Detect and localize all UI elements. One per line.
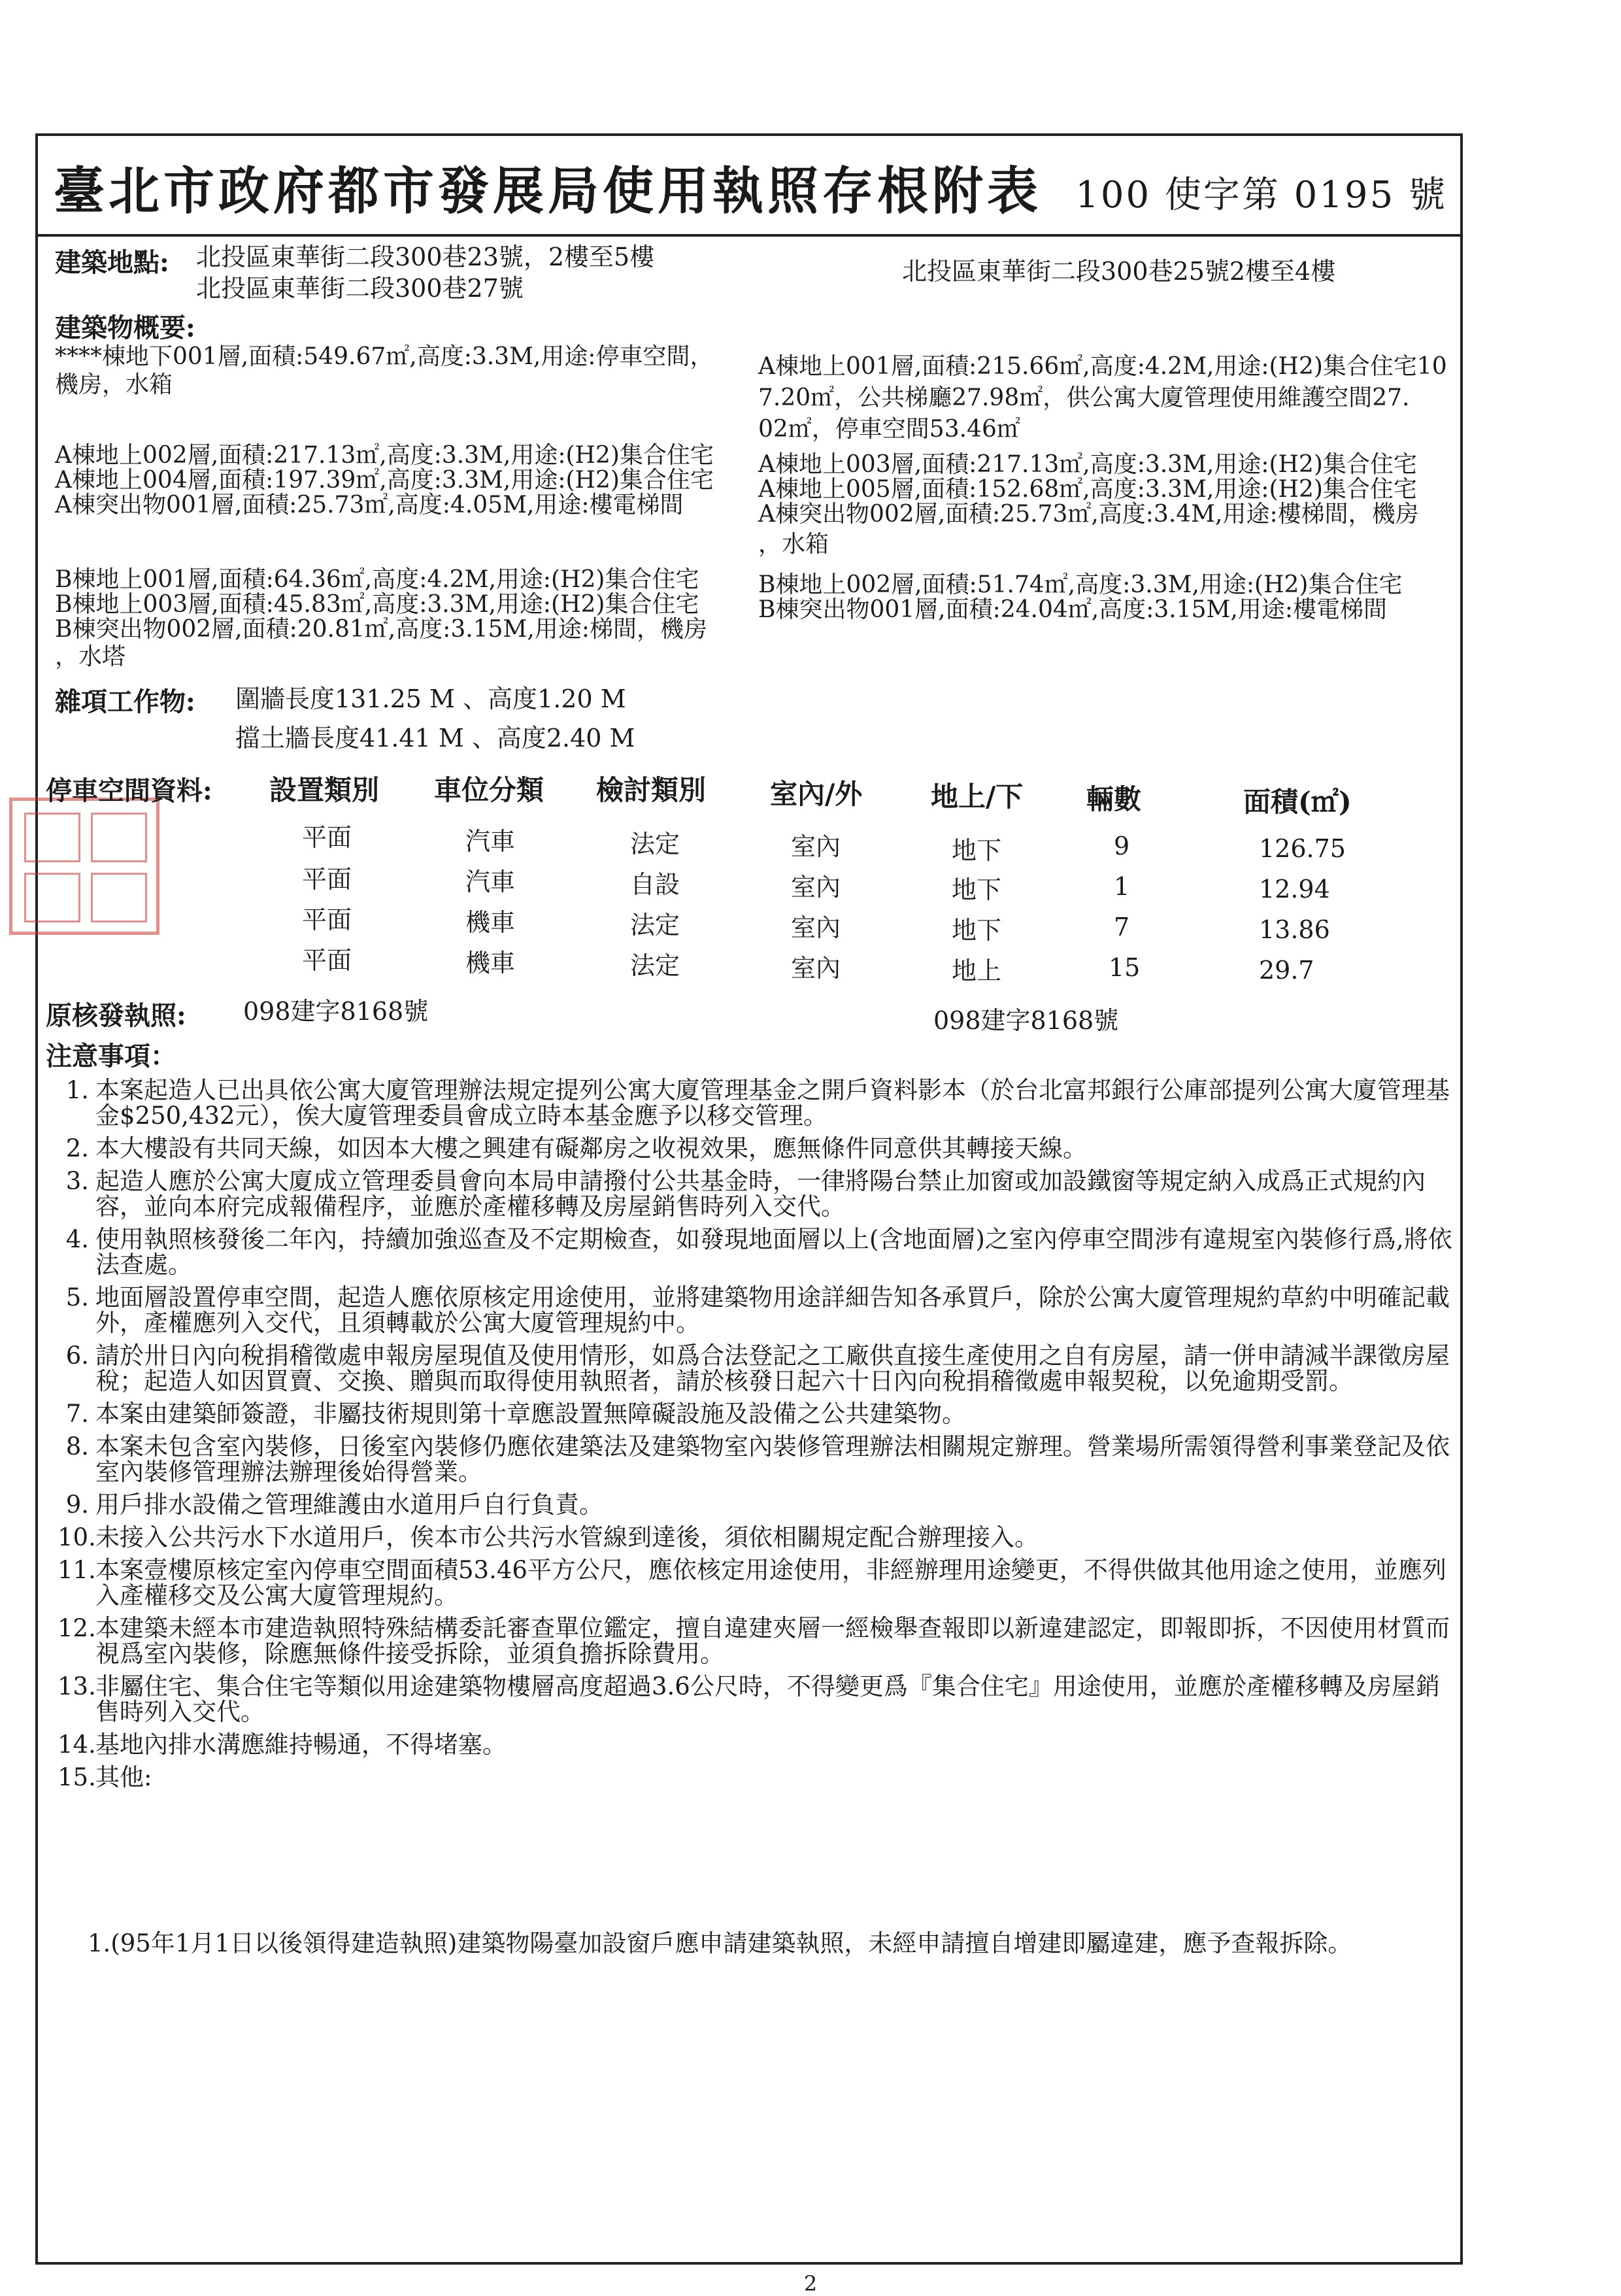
overview-right-9: B棟突出物001層,面積:24.04㎡,高度:3.15M,用途:樓電梯間 (758, 596, 1387, 623)
parking-cell: 法定 (630, 830, 680, 858)
overview-left-8: B棟地上001層,面積:64.36㎡,高度:4.2M,用途:(H2)集合住宅 (55, 566, 699, 593)
original-permit-right: 098建字8168號 (933, 1006, 1119, 1035)
note-item: 3. 起造人應於公寓大廈成立管理委員會向本局申請撥付公共基金時，一律將陽台禁止加窗或加設鐵窗等規定納入成爲正式規約內容，並向本府完成報備程序，並應於產權移轉及房屋銷售時列入交代。 (65, 1167, 1426, 1221)
parking-cell: 9 (1114, 832, 1130, 860)
parking-cell: 地上 (952, 956, 1002, 985)
location-right: 北投區東華街二段300巷25號2樓至4樓 (902, 257, 1336, 286)
parking-header-type: 設置類別 (269, 774, 380, 806)
title-bar (38, 136, 1460, 237)
location-line-2: 北投區東華街二段300巷27號 (196, 274, 524, 303)
note-item: 8. 本案未包含室內裝修，日後室內裝修仍應依建築法及建築物室內裝修管理辦法相關規定辦理。營業場所需領得營利事業登記及依室內裝修管理辦法辦理後始得營業。 (65, 1432, 1450, 1486)
overview-right-5: A棟地上005層,面積:152.68㎡,高度:3.3M,用途:(H2)集合住宅 (758, 476, 1417, 503)
overview-left-2: 機房，水箱 (55, 371, 173, 398)
notes-label: 注意事項： (46, 1041, 176, 1072)
overview-left-6: A棟突出物001層,面積:25.73㎡,高度:4.05M,用途:樓電梯間 (55, 492, 684, 518)
note-item: 12. 本建築未經本市建造執照特殊結構委託審查單位鑑定，擅自違建夾層一經檢舉查報即以新違建認定，即報即拆，不因使用材質而視爲室內裝修，除應無條件接受拆除，並須負擔拆除費用。 (58, 1614, 1450, 1668)
parking-cell: 室內 (791, 913, 841, 942)
overview-right-2: 7.20㎡，公共梯廳27.98㎡，供公寓大廈管理使用維護空間27. (758, 384, 1410, 411)
parking-cell: 平面 (302, 946, 352, 975)
overview-right-8: B棟地上002層,面積:51.74㎡,高度:3.3M,用途:(H2)集合住宅 (758, 571, 1403, 598)
permit-number: 100 使字第 0195 號 (1075, 174, 1447, 216)
parking-header-review: 檢討類別 (596, 774, 707, 806)
note-item: 2. 本大樓設有共同天線，如因本大樓之興建有礙鄰房之收視效果，應無條件同意供其轉接天線。 (65, 1134, 1087, 1162)
parking-cell: 12.94 (1259, 875, 1330, 903)
location-line-1: 北投區東華街二段300巷23號，2樓至5樓 (196, 243, 655, 271)
note-item: 7. 本案由建築師簽證，非屬技術規則第十章應設置無障礙設施及設備之公共建築物。 (65, 1400, 966, 1428)
parking-label: 停車空間資料: (46, 775, 212, 806)
overview-right-6: A棟突出物002層,面積:25.73㎡,高度:3.4M,用途:樓梯間，機房 (758, 501, 1419, 528)
overview-left-9: B棟地上003層,面積:45.83㎡,高度:3.3M,用途:(H2)集合住宅 (55, 591, 699, 618)
parking-cell: 126.75 (1259, 834, 1346, 863)
overview-left-10: B棟突出物002層,面積:20.81㎡,高度:3.15M,用途:梯間，機房 (55, 616, 707, 643)
overview-right-1: A棟地上001層,面積:215.66㎡,高度:4.2M,用途:(H2)集合住宅10 (758, 353, 1447, 380)
parking-header-count: 輛數 (1086, 783, 1142, 815)
misc-line-1: 圍牆長度131.25 M 、高度1.20 M (235, 684, 626, 713)
parking-header-indoor: 室內/外 (770, 778, 863, 810)
page-title: 臺北市政府都市發展局使用執照存根附表 (54, 161, 1043, 221)
parking-cell: 室內 (791, 954, 841, 983)
original-permit-label: 原核發執照: (46, 1000, 186, 1031)
note-item: 11. 本案壹樓原核定室內停車空間面積53.46平方公尺，應依核定用途使用，非經辦理用途變更，不得供做其他用途之使用，並應列入產權移交及公寓大廈管理規約。 (58, 1556, 1446, 1610)
parking-cell: 自設 (630, 870, 680, 899)
parking-cell: 機車 (465, 908, 516, 937)
note-item: 10. 未接入公共污水下水道用戶，俟本市公共污水管線到達後，須依相關規定配合辦理接入。 (58, 1523, 1039, 1551)
parking-cell: 29.7 (1259, 956, 1314, 985)
parking-header-vehicle: 車位分類 (434, 774, 544, 806)
parking-cell: 1 (1114, 872, 1130, 901)
parking-cell: 機車 (465, 949, 516, 977)
overview-right-4: A棟地上003層,面積:217.13㎡,高度:3.3M,用途:(H2)集合住宅 (758, 451, 1417, 478)
parking-cell: 汽車 (465, 868, 516, 896)
misc-label: 雜項工作物: (55, 686, 195, 717)
parking-cell: 法定 (630, 951, 680, 980)
page-number: 2 (803, 2271, 818, 2296)
parking-cell: 15 (1109, 953, 1141, 982)
note-sub-item: 1.(95年1月1日以後領得建造執照)建築物陽臺加設窗戶應申請建築執照，未經申請擅自增建即屬違建，應予查報拆除。 (88, 1929, 1352, 1957)
parking-cell: 平面 (302, 905, 352, 934)
overview-left-4: A棟地上002層,面積:217.13㎡,高度:3.3M,用途:(H2)集合住宅 (55, 442, 714, 469)
parking-cell: 法定 (630, 911, 680, 939)
note-item: 15. 其他: (58, 1763, 152, 1791)
note-item: 9. 用戶排水設備之管理維護由水道用戶自行負責。 (65, 1491, 603, 1519)
parking-header-level: 地上/下 (931, 781, 1024, 813)
parking-cell: 7 (1114, 913, 1130, 941)
overview-left-5: A棟地上004層,面積:197.39㎡,高度:3.3M,用途:(H2)集合住宅 (55, 467, 714, 494)
overview-label: 建築物概要: (55, 312, 195, 343)
red-seal-stamp (9, 798, 159, 935)
note-item: 13. 非屬住宅、集合住宅等類似用途建築物樓層高度超過3.6公尺時，不得變更爲『集合住宅』用途使用，並應於產權移轉及房屋銷售時列入交代。 (58, 1672, 1440, 1726)
overview-right-7: ，水箱 (758, 531, 829, 558)
parking-cell: 地下 (952, 875, 1002, 904)
original-permit-left: 098建字8168號 (243, 997, 429, 1026)
note-item: 14. 基地內排水溝應維持暢通，不得堵塞。 (58, 1730, 507, 1759)
overview-left-1: ****棟地下001層,面積:549.67㎡,高度:3.3M,用途:停車空間， (55, 343, 714, 370)
note-item: 1. 本案起造人已出具依公寓大廈管理辦法規定提列公寓大廈管理基金之開戶資料影本（於台北富邦銀行公庫部提列公寓大廈管理基金$250,432元），俟大廈管理委員會成立時本基金應予以移交管理。 (65, 1076, 1450, 1130)
parking-cell: 汽車 (465, 827, 516, 856)
parking-cell: 室內 (791, 873, 841, 902)
parking-cell: 平面 (302, 823, 352, 852)
parking-header-area: 面積(㎡) (1243, 786, 1352, 818)
parking-cell: 13.86 (1259, 915, 1330, 944)
overview-left-11: ，水塔 (55, 643, 126, 670)
misc-line-2: 擋土牆長度41.41 M 、高度2.40 M (235, 724, 635, 752)
parking-cell: 地下 (952, 916, 1002, 945)
overview-right-3: 02㎡，停車空間53.46㎡ (758, 416, 1020, 443)
parking-cell: 地下 (952, 836, 1002, 865)
note-item: 5. 地面層設置停車空間，起造人應依原核定用途使用，並將建築物用途詳細告知各承買戶，除於公寓大廈管理規約草約中明確記載外，產權應列入交代，且須轉載於公寓大廈管理規約中。 (65, 1283, 1450, 1337)
parking-cell: 平面 (302, 865, 352, 894)
note-item: 4. 使用執照核發後二年內，持續加強巡查及不定期檢查，如發現地面層以上(含地面層)之室內停車空間涉有違規室內裝修行爲,將依法查處。 (65, 1225, 1452, 1279)
note-item: 6. 請於卅日內向稅捐稽徵處申報房屋現值及使用情形，如爲合法登記之工廠供直接生產使用之自有房屋，請一併申請減半課徵房屋稅；起造人如因買賣、交換、贈與而取得使用執照者，請於核發日起六十日內向稅捐稽徵處申報契稅，以免逾期受罰。 (65, 1342, 1450, 1395)
location-label: 建築地點: (55, 247, 169, 278)
parking-cell: 室內 (791, 832, 841, 861)
notes-list (58, 1077, 1456, 1797)
